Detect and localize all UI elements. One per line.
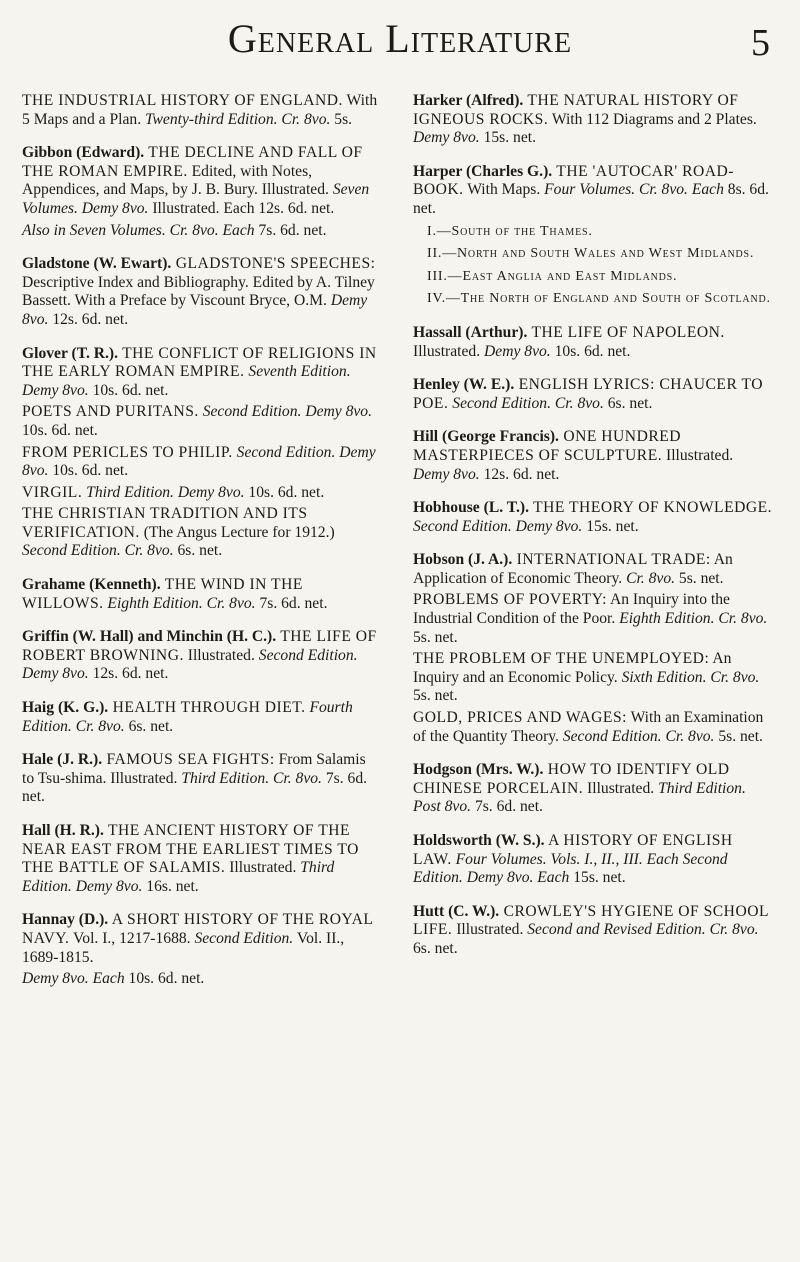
book-title: A HISTORY OF ENGLISH LAW. [413,832,733,868]
book-title: INTERNATIONAL TRADE: [512,551,711,569]
author-name: Hutt (C. W.). [413,902,500,920]
edition-format: Fourth Edition. Cr. 8vo. [22,699,353,735]
catalogue-entry [22,628,378,684]
book-description: Illustrated. [225,859,301,877]
price: 5s. net. [413,628,458,646]
price: 16s. net. [142,877,199,895]
edition-format: Second Edition. Cr. 8vo. [452,394,604,412]
running-title: General Literature [227,16,573,61]
edition-format: Second and Revised Edition. Cr. 8vo. [527,921,759,939]
price: 5s. net. [413,687,458,705]
book-title: CROWLEY'S HYGIENE OF SCHOOL LIFE. [413,902,769,939]
catalogue-entry [22,822,378,896]
edition-format: Demy 8vo. [413,465,480,483]
price: 6s. net. [124,717,174,735]
catalogue-entry [22,345,378,562]
book-description: Illustrated. [452,921,528,939]
entry-line [22,444,378,481]
price: 6s. net. [603,394,653,412]
entry-line [22,970,378,989]
entry-line [22,255,378,329]
price: 15s. net. [569,869,626,887]
price: 7s. 6d. net. [255,594,328,612]
catalogue-entry [413,428,773,484]
entry-line [22,628,378,684]
author-name: Griffin (W. Hall) and Minchin (H. C.). [22,628,277,646]
book-title: THE LIFE OF NAPOLEON. [527,323,725,341]
price: 10s. 6d. net. [88,381,169,399]
author-name: Haig (K. G.). [22,699,109,717]
edition-format: Demy 8vo. [484,342,551,360]
entry-line [413,324,773,361]
price: 12s. 6d. net. [48,310,129,328]
price: 15s. net. [582,517,639,535]
entry-line [413,832,773,888]
book-title: THE THEORY OF KNOWLEDGE. [528,499,773,517]
left-column [22,92,378,1004]
book-description: Illustrated. [183,646,259,664]
catalogue-entry [22,92,378,129]
book-title: THE WIND IN THE WILLOWS. [22,576,303,612]
edition-format: Also in Seven Volumes. Cr. 8vo. Each [22,221,255,239]
catalogue-entry [22,751,378,807]
edition-format: Second Edition. Demy 8vo. [22,646,358,683]
edition-format: Four Volumes. Vols. I., II., III. Each Second Edition. Demy 8vo. Each [413,850,728,887]
catalogue-entry [413,163,773,309]
book-title: THE ANCIENT HISTORY OF THE NEAR EAST FROM THE EARLIEST TIMES TO THE BATTLE OF SALAMIS. [22,822,359,877]
edition-format: Demy 8vo. [413,129,480,147]
price: Illustrated. Each 12s. 6d. net. [148,199,335,217]
entry-line [22,92,378,129]
edition-format: Second Edition. Cr. 8vo. [562,727,715,745]
price: 15s. net. [479,129,536,147]
catalogue-entry [22,911,378,988]
author-name: Henley (W. E.). [413,376,515,394]
price: 6s. net. [173,542,223,560]
edition-format: Sixth Edition. Cr. 8vo. [621,668,760,686]
author-name: Grahame (Kenneth). [22,576,161,594]
book-title: HOW TO IDENTIFY OLD CHINESE PORCELAIN. [413,761,730,797]
catalogue-entry [22,576,378,613]
price: 8s. 6d. net. [413,181,769,217]
book-title: THE CHRISTIAN TRADITION AND ITS VERIFICATION. [22,505,308,541]
book-title: HEALTH THROUGH DIET. [108,699,306,717]
book-description: Illustrated. [662,446,734,464]
volume-line: IV.—The North of England and South of Scotland. [427,291,771,307]
edition-format: Second Edition. Demy 8vo. [413,517,583,535]
author-name: Harper (Charles G.). [413,162,553,180]
edition-format: Second Edition. Cr. 8vo. [22,542,174,560]
catalogue-entry [413,376,773,413]
author-name: Gladstone (W. Ewart). [22,255,172,273]
book-title: THE PROBLEM OF THE UNEMPLOYED: [413,650,710,668]
catalogue-entry [413,761,773,817]
entry-line [413,903,773,959]
entry-line [22,576,378,613]
book-description: Illustrated. [413,342,485,360]
author-name: Gibbon (Edward). [22,144,145,162]
price: Vol. II., 1689-1815. [22,929,345,966]
book-title: ENGLISH LYRICS: CHAUCER TO POE. [413,376,763,412]
book-title: FROM PERICLES TO PHILIP. [22,443,233,461]
edition-format: Third Edition. Post 8vo. [413,779,746,816]
entry-line [22,222,378,241]
catalogue-entry [413,499,773,536]
author-name: Hobhouse (L. T.). [413,499,529,517]
right-column [413,92,773,974]
entry-line [413,709,773,746]
book-description: Vol. I., 1217-1688. [69,929,195,947]
author-name: Hannay (D.). [22,911,109,929]
entry-line [413,650,773,706]
edition-format: Seven Volumes. Demy 8vo. [22,181,370,217]
book-description: Illustrated. [583,779,659,797]
entry-line [22,822,378,896]
author-name: Hodgson (Mrs. W.). [413,761,544,779]
author-name: Holdsworth (W. S.). [413,832,545,849]
price: 10s. 6d. net. [244,483,325,501]
book-description: With 5 Maps and a Plan. [22,92,378,128]
author-name: Hassall (Arthur). [413,323,528,341]
author-name: Glover (T. R.). [22,344,118,362]
entry-line [22,699,378,736]
entry-line [413,376,773,413]
catalogue-entry [413,324,773,361]
book-title: THE NATURAL HISTORY OF IGNEOUS ROCKS. [413,92,739,128]
entry-line [22,345,378,401]
price: 7s. 6d. net. [254,221,327,239]
volume-line: I.—South of the Thames. [427,223,593,239]
price: 10s. 6d. net. [550,342,631,360]
book-description: An Application of Economic Theory. [413,551,733,587]
edition-format: Second Edition. Demy 8vo. [22,443,376,480]
price: 5s. [330,110,353,128]
catalogue-entry [22,699,378,736]
entry-line [22,505,378,561]
book-title: THE INDUSTRIAL HISTORY OF ENGLAND. [22,92,343,109]
book-title: GOLD, PRICES AND WAGES: [413,709,627,727]
price: 12s. 6d. net. [479,465,560,483]
price: 7s. 6d. net. [471,798,543,816]
book-description: Edited, with Notes, Appendices, and Maps, by J. B. Bury. Illustrated. [22,162,333,199]
book-title: PROBLEMS OF POVERTY: [413,591,607,609]
page-number: 5 [751,22,770,64]
catalogue-entry [413,92,773,148]
edition-format: Third Edition. Cr. 8vo. [181,769,322,787]
entry-line [413,591,773,647]
entry-line [413,428,773,484]
price: 12s. 6d. net. [88,665,169,683]
edition-format: Demy 8vo. Each [22,970,125,988]
catalogue-entry [22,144,378,240]
book-title: A SHORT HISTORY OF THE ROYAL NAVY. [22,911,373,947]
book-title: THE 'AUTOCAR' ROAD-BOOK. [413,162,734,199]
book-title: ONE HUNDRED MASTERPIECES OF SCULPTURE. [413,428,682,464]
price: 10s. 6d. net. [124,970,205,988]
author-name: Hall (H. R.). [22,822,104,839]
book-description: An Inquiry and an Economic Policy. [413,650,732,686]
price: 5s. net. [714,727,763,745]
book-title: GLADSTONE'S SPEECHES: [171,255,376,273]
entry-line [22,751,378,807]
edition-format: Second Edition. [194,929,294,947]
edition-format: Four Volumes. Cr. 8vo. Each [544,181,724,199]
edition-format: Seventh Edition. Demy 8vo. [22,363,351,399]
edition-format: Demy 8vo. [22,292,368,328]
edition-format: Twenty-third Edition. Cr. 8vo. [145,110,331,128]
author-name: Hale (J. R.). [22,751,103,769]
book-description: An Inquiry into the Industrial Condition of the Poor. [413,591,730,628]
entry-line [22,403,378,440]
book-description: (The Angus Lecture for 1912.) [139,523,335,541]
price: 10s. 6d. net. [22,421,98,439]
price: 5s. net. [675,569,724,587]
edition-format: Eighth Edition. Cr. 8vo. [619,610,768,628]
entry-line [22,911,378,967]
entry-line [413,761,773,817]
entry-line [413,163,773,219]
edition-format: Cr. 8vo. [626,569,676,587]
catalogue-entry [22,255,378,329]
entry-line [22,144,378,218]
edition-format: Eighth Edition. Cr. 8vo. [107,594,256,612]
entry-line [413,92,773,148]
price: 10s. 6d. net. [48,462,129,480]
page-header [0,6,800,66]
book-title: VIRGIL. [22,483,83,501]
book-title: POETS AND PURITANS. [22,403,199,421]
book-title: THE LIFE OF ROBERT BROWNING. [22,628,377,664]
edition-format: Third Edition. Demy 8vo. [86,483,245,501]
book-description: With an Examination of the Quantity Theory. [413,709,764,745]
book-title: THE CONFLICT OF RELIGIONS IN THE EARLY ROMAN EMPIRE. [22,344,377,381]
entry-line [22,484,378,503]
price: 6s. net. [413,939,458,957]
book-description: With 112 Diagrams and 2 Plates. [548,110,757,128]
author-name: Harker (Alfred). [413,92,524,109]
volume-line: III.—East Anglia and East Midlands. [427,268,678,284]
book-title: FAMOUS SEA FIGHTS: [102,751,275,769]
book-title: THE DECLINE AND FALL OF THE ROMAN EMPIRE. [22,144,363,180]
author-name: Hill (George Francis). [413,428,559,446]
book-description: From Salamis to Tsu-shima. Illustrated. [22,751,366,787]
volume-line: II.—North and South Wales and West Midlands. [427,246,755,262]
catalogue-entry [413,832,773,888]
book-description: With Maps. [463,181,545,199]
entry-line [413,551,773,588]
entry-line [413,499,773,536]
edition-format: Second Edition. Demy 8vo. [202,403,373,421]
edition-format: Third Edition. Demy 8vo. [22,859,335,895]
catalogue-entry [413,551,773,746]
catalogue-entry [413,903,773,959]
price: 7s. 6d. net. [22,769,368,806]
author-name: Hobson (J. A.). [413,551,513,569]
book-description: Descriptive Index and Bibliography. Edited by A. Tilney Bassett. With a Preface by Viscount Bryce, O.M. [22,273,375,310]
